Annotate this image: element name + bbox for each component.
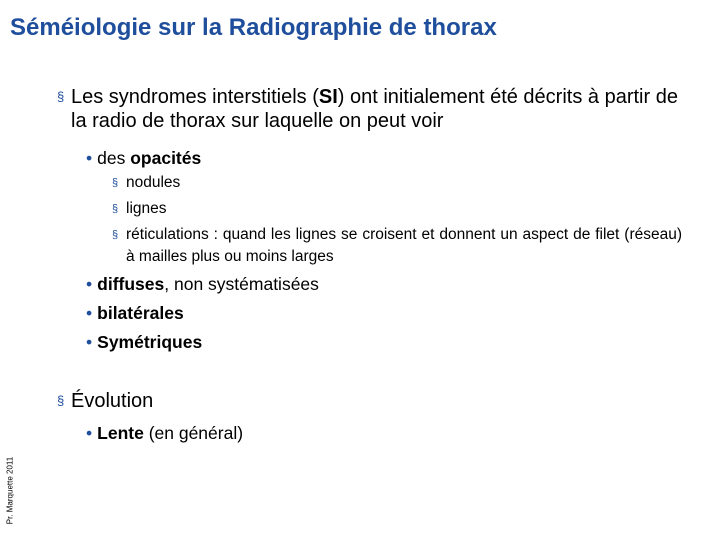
opacity-item-text: nodules bbox=[126, 174, 181, 191]
feature-bold: bilatérales bbox=[97, 303, 184, 323]
square-bullet-icon: § bbox=[57, 89, 65, 104]
feature-bold: Symétriques bbox=[97, 332, 203, 352]
opacity-item-text: réticulations : quand les lignes se croisent et donnent un aspect de filet (réseau) à mailles plus ou moins larges bbox=[126, 226, 682, 265]
dot-bullet-icon: • bbox=[86, 423, 93, 443]
square-bullet-icon: § bbox=[112, 229, 119, 241]
dot-bullet-icon: • bbox=[86, 148, 93, 168]
evolution-bullet bbox=[57, 389, 457, 413]
dot-bullet-icon: • bbox=[86, 332, 93, 352]
slide-title: Séméiologie sur la Radiographie de thorax bbox=[10, 14, 497, 41]
dot-bullet-icon: • bbox=[86, 274, 93, 294]
opacity-item-text: lignes bbox=[126, 200, 167, 217]
main-point-abbr: SI bbox=[318, 86, 338, 108]
square-bullet-icon: § bbox=[112, 203, 119, 215]
evolution-label: Évolution bbox=[71, 390, 154, 412]
feature-bold: diffuses bbox=[97, 274, 165, 294]
main-point-prefix: Les syndromes interstitiels ( bbox=[71, 86, 319, 108]
opacity-item bbox=[112, 198, 682, 220]
feature-bullet bbox=[86, 301, 184, 325]
evolution-item bbox=[86, 421, 243, 445]
opacity-item bbox=[112, 172, 682, 194]
feature-bullet bbox=[86, 272, 319, 296]
author-side-note: Pr. Marquette 2011 bbox=[5, 456, 15, 525]
opacity-item bbox=[112, 224, 682, 268]
dot-bullet-icon: • bbox=[86, 303, 93, 323]
main-point-suffix: ) ont initialement été décrits à partir de la radio de thorax sur laquelle on peut voir bbox=[71, 86, 678, 132]
evolution-item-bold: Lente bbox=[97, 423, 144, 443]
main-point-text bbox=[57, 85, 685, 133]
feature-rest: , non systématisées bbox=[164, 274, 319, 294]
main-bullet-point bbox=[57, 85, 685, 133]
opacities-bullet bbox=[86, 146, 201, 170]
square-bullet-icon: § bbox=[57, 393, 65, 408]
opacities-label: opacités bbox=[130, 148, 202, 168]
opacities-prefix: des bbox=[97, 148, 131, 168]
evolution-item-rest: (en général) bbox=[143, 423, 244, 443]
feature-bullet bbox=[86, 330, 202, 354]
square-bullet-icon: § bbox=[112, 177, 119, 189]
